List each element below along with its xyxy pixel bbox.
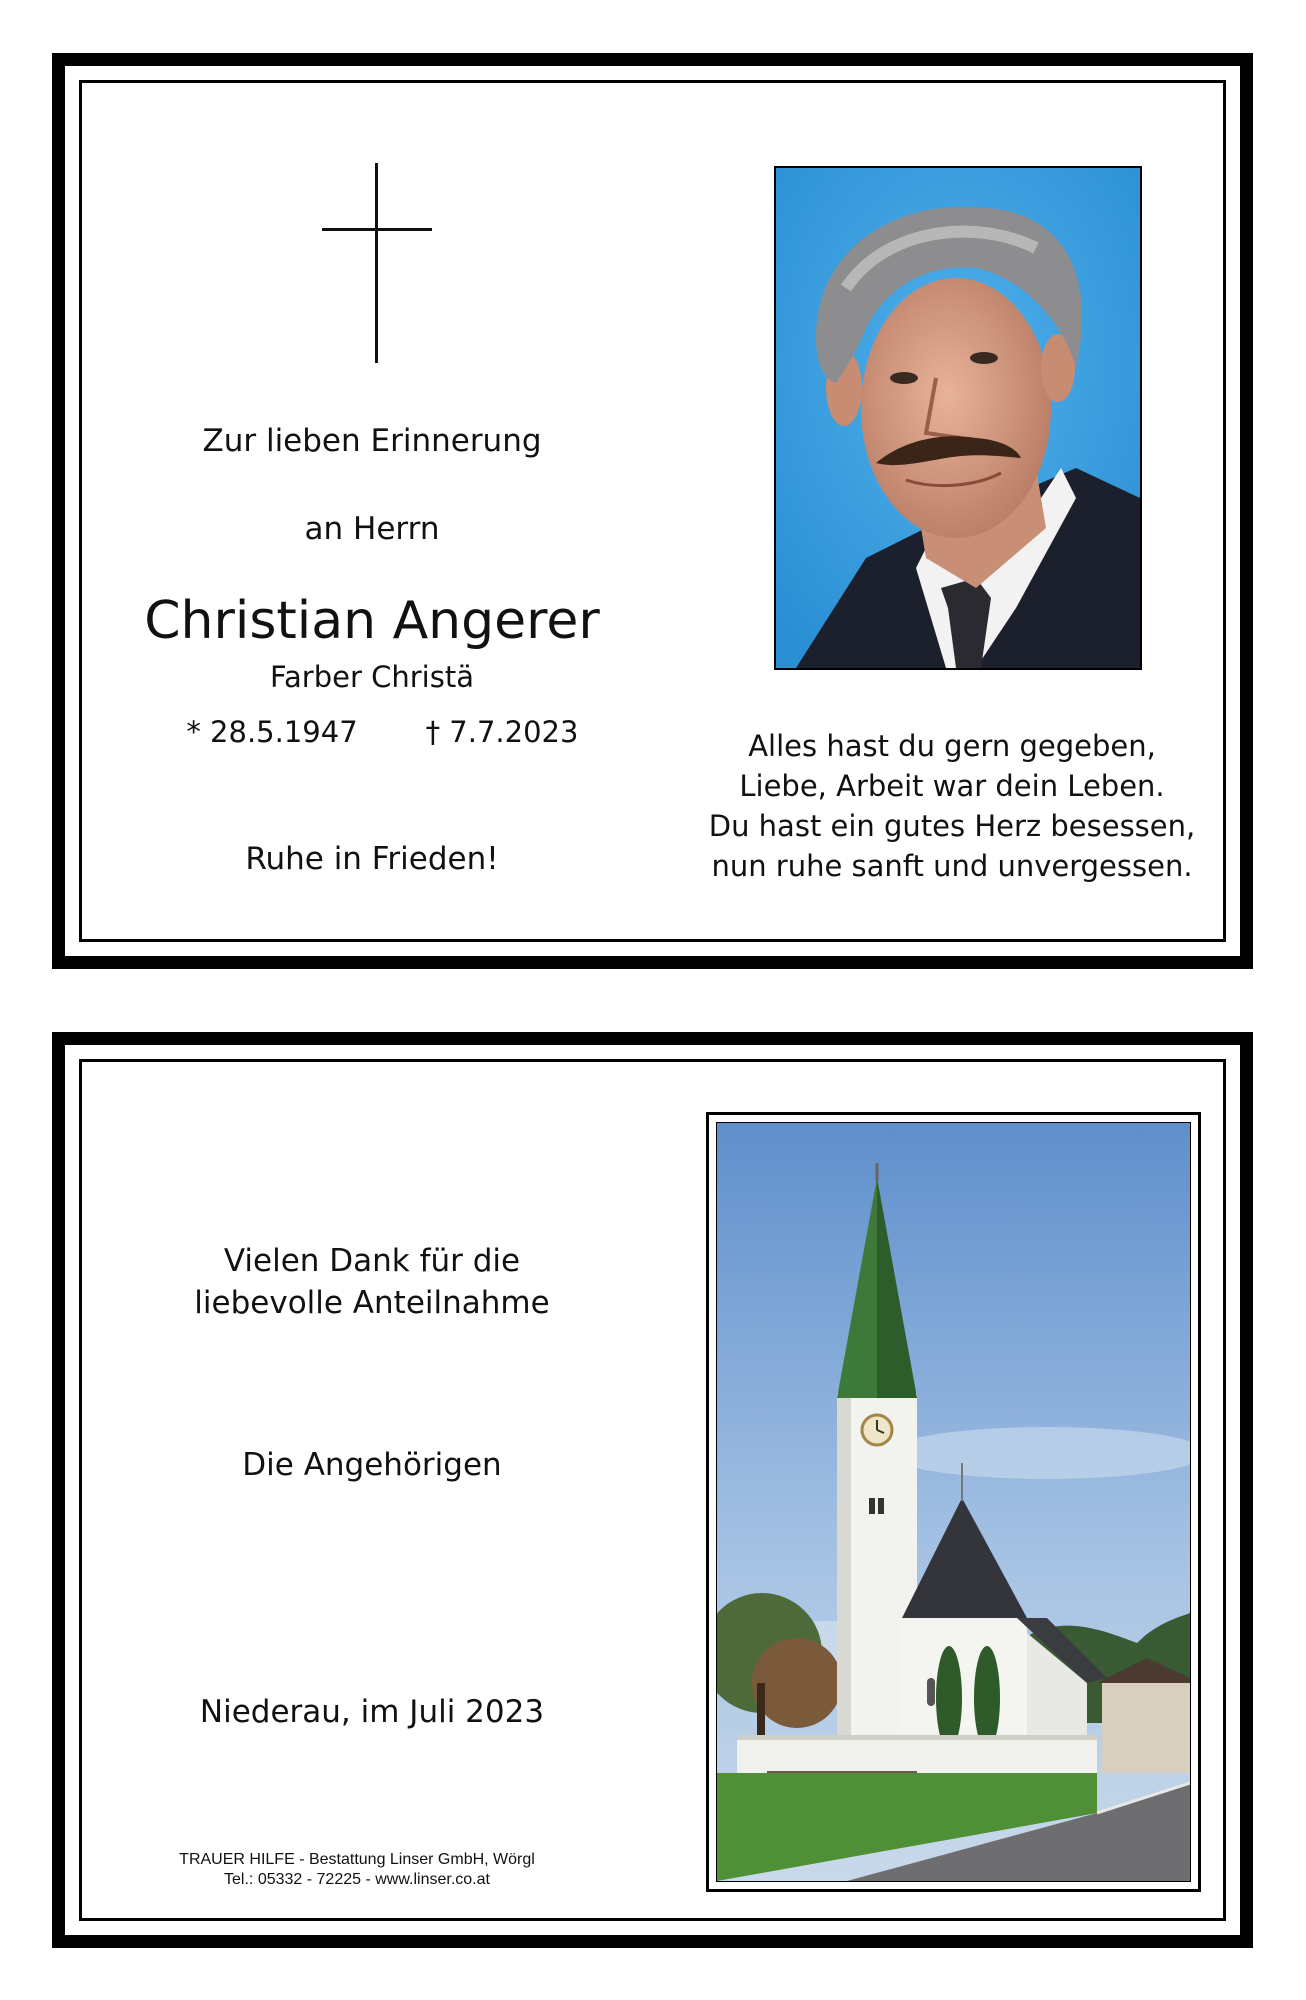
deceased-nickname: Farber Christä	[270, 660, 474, 694]
memorial-card-back	[52, 1032, 1253, 1948]
portrait-photo	[774, 166, 1142, 670]
family-text: Die Angehörigen	[242, 1447, 502, 1483]
intro-text: Zur lieben Erinnerung	[202, 423, 542, 459]
footer-line: Tel.: 05332 - 72225 - www.linser.co.at	[224, 1871, 490, 1888]
poem-line: Du hast ein gutes Herz besessen,	[708, 809, 1196, 843]
birth-date: * 28.5.1947	[186, 715, 358, 749]
card-inner-border	[79, 80, 1226, 942]
salutation-text: an Herrn	[304, 511, 440, 547]
church-image	[717, 1123, 1190, 1881]
portrait-image	[776, 168, 1140, 668]
thanks-line: liebevolle Anteilnahme	[194, 1285, 550, 1321]
funeral-home-footer	[162, 1850, 552, 1890]
poem-line: Alles hast du gern gegeben,	[748, 729, 1156, 763]
place-date-text: Niederau, im Juli 2023	[199, 1694, 545, 1730]
card-inner-border	[79, 1059, 1226, 1921]
deceased-name: Christian Angerer	[144, 591, 600, 651]
poem	[702, 726, 1202, 886]
thanks-line: Vielen Dank für die	[223, 1243, 521, 1279]
poem-line: Liebe, Arbeit war dein Leben.	[739, 769, 1165, 803]
death-date: † 7.7.2023	[425, 715, 579, 749]
thanks-text	[172, 1240, 572, 1324]
closing-text: Ruhe in Frieden!	[245, 841, 499, 877]
church-photo	[706, 1112, 1201, 1892]
footer-line: TRAUER HILFE - Bestattung Linser GmbH, Wörgl	[179, 1851, 535, 1868]
latin-cross-icon	[322, 163, 432, 363]
memorial-card-front	[52, 53, 1253, 969]
poem-line: nun ruhe sanft und unvergessen.	[711, 849, 1193, 883]
